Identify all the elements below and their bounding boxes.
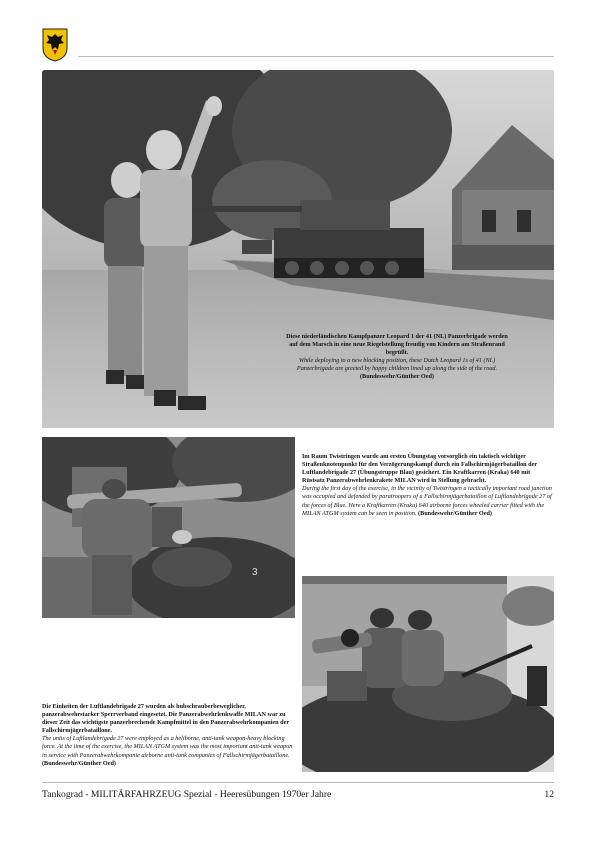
caption-middle-english: During the first day of the exercise, in the vicinity of Twistringen a tactically important road junction was occupied and defended by paratroopers of a Fallschirmjägerbataillon of Luftlandebrigade 27 of the forces of Blue. Here a Kraftkarren (Kraka) 640 airborne forces wheeled carrier fitted with the MILAN ATGM system can be seen in position. [302, 485, 552, 517]
caption-middle-credit: (Bundeswehr/Günther Oed) [418, 509, 492, 517]
photo-bottom [302, 576, 554, 772]
caption-bottom [42, 703, 294, 768]
page-number: 12 [544, 789, 554, 800]
caption-bottom-credit: (Bundeswehr/Günther Oed) [42, 759, 116, 767]
photo-middle [42, 437, 295, 618]
german-eagle-crest-icon [42, 28, 68, 62]
caption-top-german: Diese niederländischen Kampfpanzer Leopard 1 der 41 (NL) Panzerbrigade werden auf dem Marsch in eine neue Riegelstellung freudig von Kindern am Straßenrand begrüßt. [286, 333, 508, 357]
caption-bottom-german: Die Einheiten der Luftlandebrigade 27 wurden als hubschrauberbeweglicher, panzerabwehrstarker Sperrverband eingesetzt. Die Panzerabwehrlenkwaffe MILAN war zu dieser Zeit das wichtigste panzerbrechende Kampfmittel in den Panzerabwehrkompanien der Fallschirmjägerbataillone. [42, 703, 289, 735]
header-rule [78, 56, 554, 57]
caption-middle-german: Im Raum Twistringen wurde am ersten Übungstag vorsorglich ein taktisch wichtiger Straßenknotenpunkt für den Verzögerungskampf durch ein Fallschirmjägerbataillon der Luftlandebrigade 27 (Übungstruppe Blau) gesichert. Ein Kraftkarren (Kraka) 640 mit Rüstsatz Panzerabwehrlenkrakete MILAN wird in Stellung gebracht. [302, 453, 537, 485]
footer-rule [42, 782, 554, 783]
svg-text:3: 3 [252, 567, 258, 578]
caption-bottom-english: The units of Luftlandebrigade 27 were employed as a heliborne, anti-tank weapon-heavy blocking force. At the time of the exercise, the MILAN ATGM system was the most important anti-tank weapon in service with Panzerabwehrkompanie airborne anti-tank companies of Fallschirmjägerbataillone. [42, 735, 293, 759]
footer-title: Tankograd - MILITÄRFAHRZEUG Spezial - Heeresübungen 1970er Jahre [42, 789, 332, 800]
caption-bottom-english-credit [42, 735, 294, 767]
caption-top-english: While deploying to a new blocking position, these Dutch Leopard 1s of 41 (NL) Panzerbrigade are greeted by happy children lined up along the side of the road. [296, 357, 498, 373]
caption-top [282, 333, 512, 382]
caption-top-credit: (Bundeswehr/Günther Oed) [360, 373, 434, 381]
caption-middle [302, 453, 554, 518]
caption-middle-english-credit [302, 485, 554, 517]
